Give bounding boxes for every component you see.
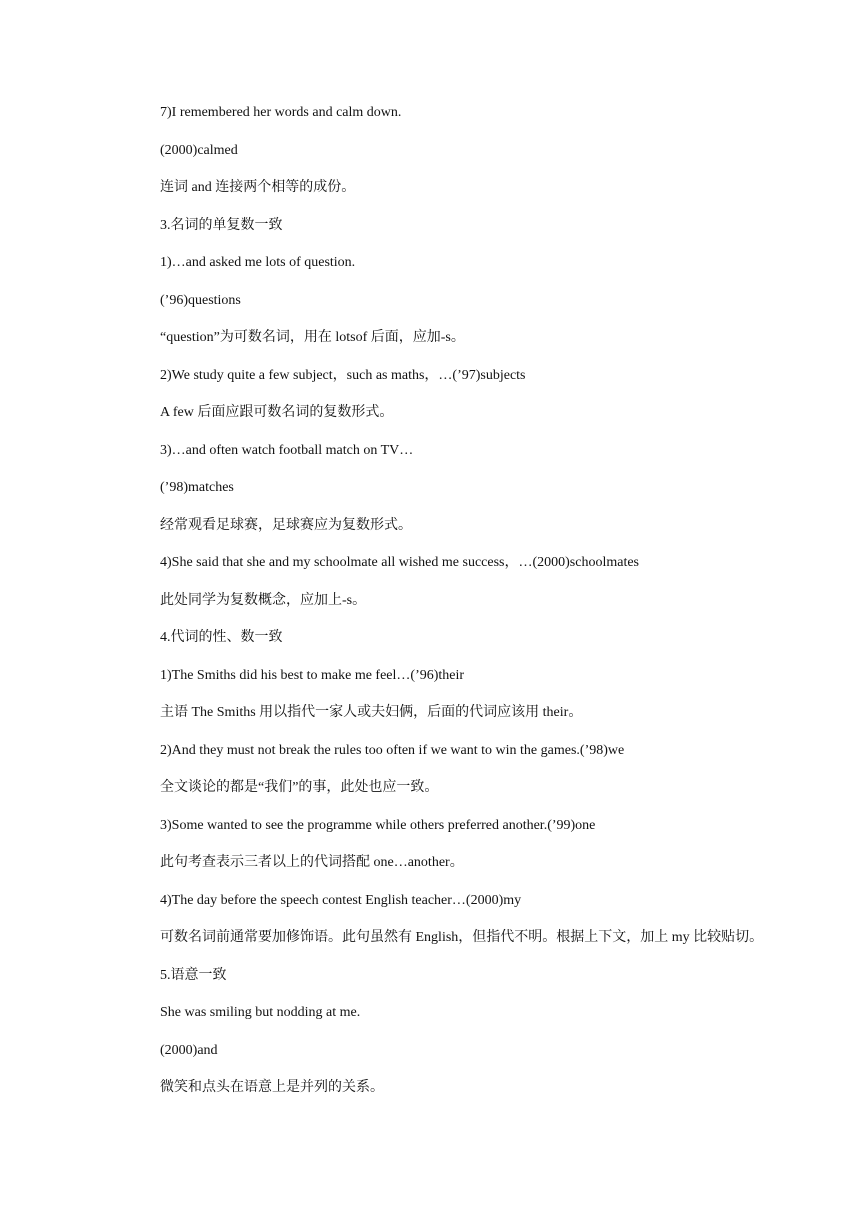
text-line: (’96)questions bbox=[160, 292, 241, 308]
text-line: 1)…and asked me lots of question. bbox=[160, 255, 356, 270]
text-line: 连词 and 连接两个相等的成份。 bbox=[160, 180, 356, 195]
text-line: “question”为可数名词，用在 lotsof 后面，应加-s。 bbox=[160, 330, 465, 345]
text-line: 微笑和点头在语意上是并列的关系。 bbox=[160, 1080, 384, 1095]
text-line: 主语 The Smiths 用以指代一家人或夫妇俩，后面的代词应该用 their。 bbox=[160, 705, 583, 720]
text-line: 可数名词前通常要加修饰语。此句虽然有 English，但指代不明。根据上下文，加上 my 比较贴切。 bbox=[160, 930, 764, 945]
text-line: 此处同学为复数概念，应加上-s。 bbox=[160, 592, 367, 608]
text-line: 3)…and often watch football match on TV… bbox=[160, 442, 414, 458]
text-line: 2)We study quite a few subject，such as maths，…(’97)subjects bbox=[160, 367, 526, 383]
section-heading: 4.代词的性、数一致 bbox=[160, 630, 283, 645]
text-line: (2000)calmed bbox=[160, 142, 238, 158]
text-line: 全文谈论的都是“我们”的事，此处也应一致。 bbox=[160, 780, 439, 795]
section-heading: 3.名词的单复数一致 bbox=[160, 217, 283, 233]
text-line: (2000)and bbox=[160, 1042, 218, 1058]
text-line: 1)The Smiths did his best to make me feel…(’96)their bbox=[160, 667, 465, 683]
text-line: 经常观看足球赛，足球赛应为复数形式。 bbox=[160, 517, 412, 533]
text-line: 4)She said that she and my schoolmate all wished me success，…(2000)schoolmates bbox=[160, 555, 640, 570]
text-line: 2)And they must not break the rules too often if we want to win the games.(’98)we bbox=[160, 742, 625, 758]
text-line: A few 后面应跟可数名词的复数形式。 bbox=[160, 405, 394, 420]
text-line: (’98)matches bbox=[160, 480, 234, 495]
text-line: 4)The day before the speech contest English teacher…(2000)my bbox=[160, 892, 522, 908]
text-line: 此句考查表示三者以上的代词搭配 one…another。 bbox=[160, 855, 464, 870]
text-line: 7)I remembered her words and calm down. bbox=[160, 105, 402, 120]
document-body bbox=[160, 101, 840, 1114]
text-line: 3)Some wanted to see the programme while others preferred another.(’99)one bbox=[160, 817, 596, 833]
text-line: She was smiling but nodding at me. bbox=[160, 1005, 361, 1020]
section-heading: 5.语意一致 bbox=[160, 967, 227, 983]
